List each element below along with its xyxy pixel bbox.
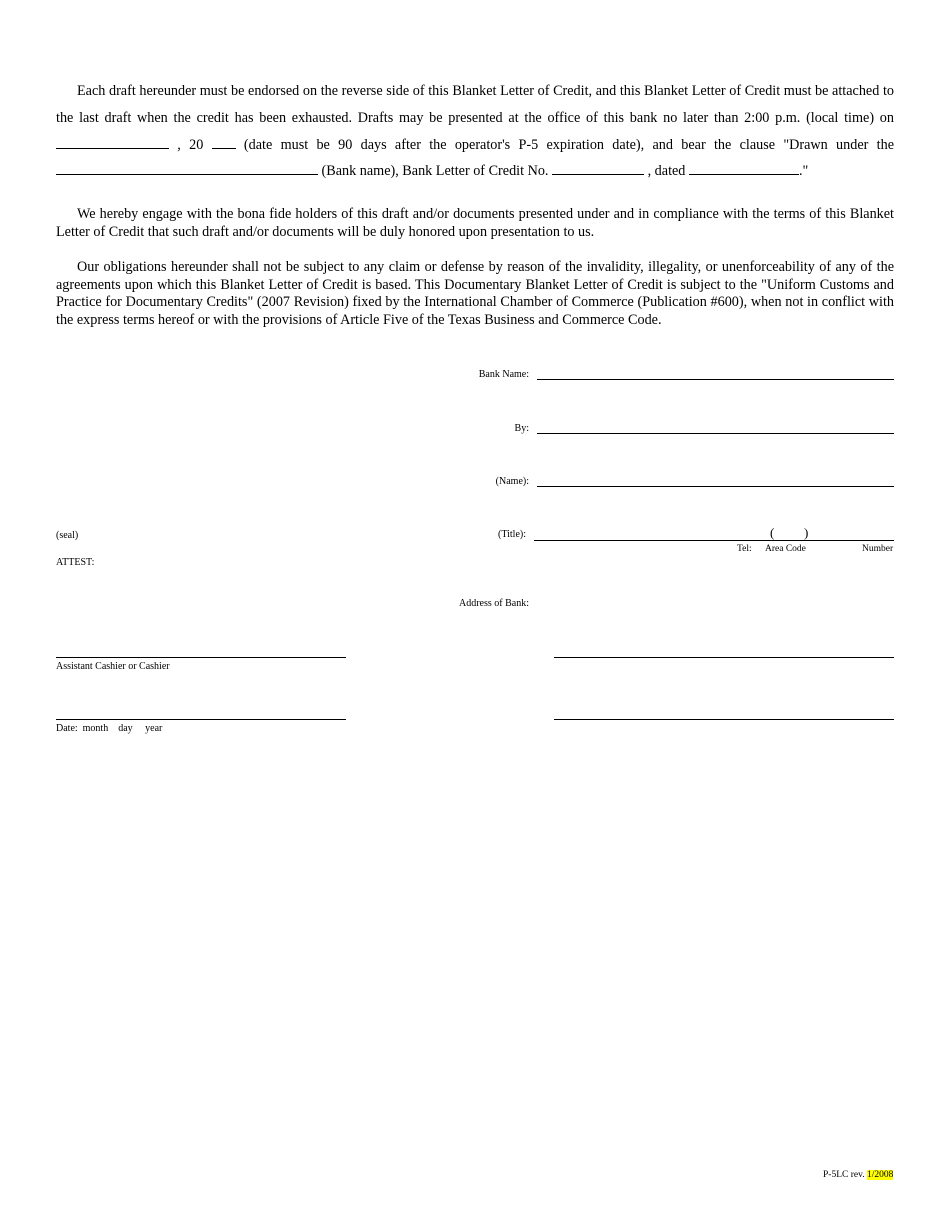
number-label: Number <box>862 544 894 554</box>
bank-name-clause-blank[interactable] <box>56 161 318 175</box>
name-line[interactable] <box>537 486 894 487</box>
form-revision-footer <box>823 1170 893 1180</box>
cashier-signature-line[interactable] <box>56 657 346 658</box>
seal-label: (seal) <box>56 530 79 541</box>
paragraph-engagement <box>56 206 894 241</box>
title-label: (Title): <box>498 529 526 540</box>
presentation-date-blank[interactable] <box>56 135 169 149</box>
form-rev-label: P-5LC rev. <box>823 1170 865 1180</box>
title-phone-line[interactable] <box>534 540 894 541</box>
presentation-year-blank[interactable] <box>212 135 236 149</box>
cashier-label: Assistant Cashier or Cashier <box>56 661 170 672</box>
address-line-2[interactable] <box>554 719 894 720</box>
paragraph-obligations <box>56 259 894 329</box>
name-label: (Name): <box>495 476 529 487</box>
bank-name-line[interactable] <box>537 379 894 380</box>
bank-name-label: Bank Name: <box>478 369 529 380</box>
date-label: Date: month day year <box>56 723 163 734</box>
paragraph-draft-presentation <box>56 78 894 185</box>
paragraph1-text-f: ." <box>798 163 809 180</box>
address-of-bank-label: Address of Bank: <box>459 598 529 609</box>
area-code-close-paren: ) <box>804 525 809 540</box>
letter-of-credit-number-blank[interactable] <box>552 161 644 175</box>
by-signature-line[interactable] <box>537 433 894 434</box>
paragraph1-text-d: (Bank name), Bank Letter of Credit No. <box>321 163 549 180</box>
paragraph1-text-b: , 20 <box>177 136 204 153</box>
tel-label: Tel: <box>737 544 752 554</box>
area-code-label: Area Code <box>765 544 806 554</box>
dated-blank[interactable] <box>689 161 799 175</box>
paragraph1-text-e: , dated <box>647 163 686 180</box>
date-line[interactable] <box>56 719 346 720</box>
area-code-open-paren: ( <box>770 525 775 540</box>
by-label: By: <box>514 423 529 434</box>
form-rev-date: 1/2008 <box>866 1170 894 1180</box>
address-line-1[interactable] <box>554 657 894 658</box>
paragraph2-text: We hereby engage with the bona fide holders of this draft and/or documents presented under and in compliance with the terms of this Blanket Letter of Credit that such draft and/or documents will be duly honored upon presentation to us. <box>56 206 894 240</box>
paragraph1-text-c: (date must be 90 days after the operator's P-5 expiration date), and bear the clause "Drawn under the <box>243 136 894 153</box>
attest-label: ATTEST: <box>56 557 95 568</box>
paragraph3-text: Our obligations hereunder shall not be subject to any claim or defense by reason of the invalidity, illegality, or unenforceability of any of the agreements upon which this Blanket Letter of Credit is based. This Documentary Blanket Letter of Credit is subject to the "Uniform Customs and Practice for Documentary Credits" (2007 Revision) fixed by the International Chamber of Commerce (Publication #600), when not in conflict with the express terms hereof or with the provisions of Article Five of the Texas Business and Commerce Code. <box>56 259 894 328</box>
paragraph1-text-a: Each draft hereunder must be endorsed on the reverse side of this Blanket Letter of Credit, and this Blanket Letter of Credit must be attached to the last draft when the credit has been exhausted. Drafts may be presented at the office of this bank no later than 2:00 p.m. (local time) on <box>56 83 894 126</box>
